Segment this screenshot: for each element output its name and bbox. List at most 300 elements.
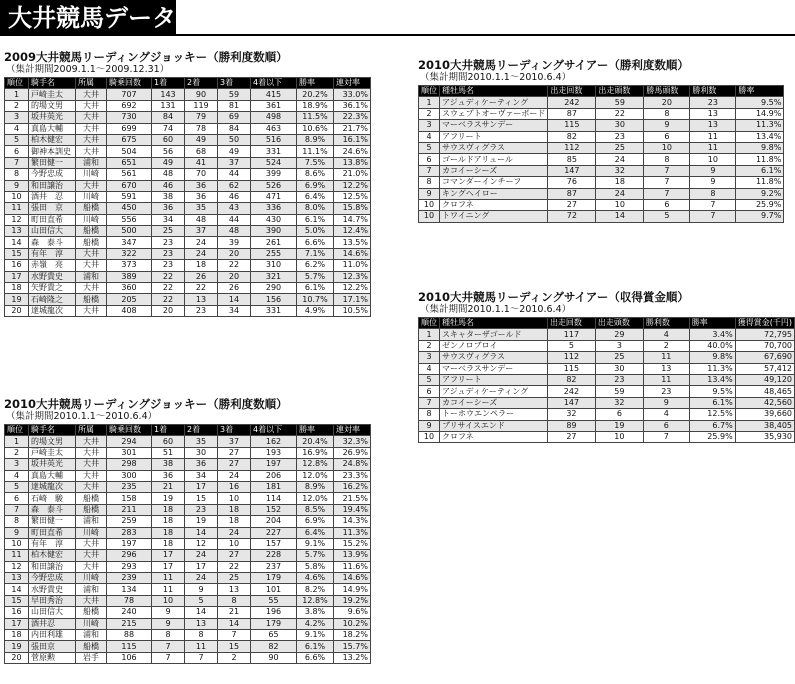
table-row [5,538,371,549]
jockey-2010-section [4,397,371,664]
table-cell: 8.6% [297,169,334,180]
table-cell: 繁田健一 [29,516,76,527]
table-row [419,199,784,210]
table-cell: 19 [152,493,185,504]
table-cell: 6 [419,154,440,165]
column-header: 2着 [185,78,218,89]
table-cell: 船橋 [76,607,107,618]
table-cell: 408 [107,305,152,316]
table-cell: 13.9% [334,550,371,561]
table-row [5,89,371,100]
table-cell: カコイーシーズ [440,397,548,408]
table-cell: 331 [251,146,297,157]
table-cell: 5.7% [297,271,334,282]
table-cell: 561 [107,169,152,180]
table-cell: 大井 [76,538,107,549]
table-cell: 331 [251,305,297,316]
table-cell: 4 [419,363,440,374]
table-cell: 7 [152,652,185,663]
table-cell: 147 [548,165,596,176]
table-cell: 206 [251,470,297,481]
table-cell: 44 [218,214,251,225]
table-cell: 坂井英光 [29,459,76,470]
table-cell: 179 [251,573,297,584]
table-cell: 22 [218,260,251,271]
column-header: 騎手名 [29,425,76,436]
table-cell: 18 [185,260,218,271]
table-cell: 360 [107,283,152,294]
table-row [5,481,371,492]
table-row [5,191,371,202]
column-header: 連対率 [334,78,371,89]
table-cell: 9 [644,120,690,131]
table-row [419,131,784,142]
table-cell: 19 [5,641,29,652]
table-cell: 22 [596,108,644,119]
table-cell: 17 [5,618,29,629]
table-row [419,340,795,351]
table-cell: 17 [185,481,218,492]
table-cell: 11 [152,573,185,584]
table-cell: 13.4% [689,374,735,385]
table-cell: 283 [107,527,152,538]
table-cell: 36 [152,470,185,481]
table-cell: 18.9% [297,100,334,111]
table-row [5,447,371,458]
table-cell: コマンダーインチーフ [440,177,548,188]
table-cell: 6.6% [297,652,334,663]
table-cell: 船橋 [76,294,107,305]
table-row [5,260,371,271]
column-header: 1着 [152,78,185,89]
table-cell: 37 [185,226,218,237]
table-cell: 8 [5,169,29,180]
table-cell: ブリサイスエンド [440,420,548,431]
table-cell: 504 [107,146,152,157]
table-cell: 13 [690,108,736,119]
table-cell: 692 [107,100,152,111]
table-cell: 10 [419,211,440,222]
table-row [5,271,371,282]
table-cell: 21 [218,607,251,618]
column-header: 勝馬頭数 [644,86,690,97]
table-cell: キングヘイロー [440,188,548,199]
table-cell: 川崎 [76,527,107,538]
table-cell: 11.3% [689,363,735,374]
table-cell: 463 [251,123,297,134]
table-cell: 13.5% [334,237,371,248]
table-cell: 4 [5,470,29,481]
page-title: 大井競馬データ [8,4,176,32]
table-row [5,180,371,191]
table-cell: 296 [107,550,152,561]
table-cell: 9 [690,177,736,188]
table-cell: 399 [251,169,297,180]
table-cell: 7.5% [297,157,334,168]
table-cell: 菅原勲 [29,652,76,663]
table-cell: 浦和 [76,630,107,641]
table-cell: 16.2% [334,481,371,492]
table-row [419,188,784,199]
table-cell: 11 [643,374,689,385]
table-cell: 13.2% [334,652,371,663]
table-cell: 6 [5,493,29,504]
table-cell: アジュディケーティング [440,386,548,397]
table-cell: 196 [251,607,297,618]
table-row [419,211,784,222]
table-cell: 22.3% [334,112,371,123]
column-header: 勝率 [736,86,784,97]
table-cell: 35 [185,203,218,214]
table-row [5,283,371,294]
table-cell: 10.5% [334,305,371,316]
table-cell: 25 [218,573,251,584]
table-cell: 56 [152,146,185,157]
column-header: 出走回数 [547,318,595,329]
table-cell: 30 [595,363,643,374]
table-cell: 17 [5,271,29,282]
table-cell: 23 [643,386,689,397]
table-cell: 10 [5,191,29,202]
table-cell: 8.9% [297,481,334,492]
table-cell: 17 [152,550,185,561]
table-cell: 10 [218,538,251,549]
table-cell: 13 [218,584,251,595]
table-cell: 115 [547,363,595,374]
table-cell: 大井 [76,459,107,470]
table-cell: 19.4% [334,504,371,515]
table-cell: 17.1% [334,294,371,305]
table-cell: 89 [547,420,595,431]
table-row [5,561,371,572]
table-row [5,169,371,180]
table-cell: 25.9% [736,199,784,210]
table-row [5,493,371,504]
table-row [5,641,371,652]
table-cell: 13 [185,618,218,629]
table-cell: 11.3% [334,527,371,538]
table-cell: 524 [251,157,297,168]
table-cell: 112 [548,142,596,153]
table-cell: 430 [251,214,297,225]
table-cell: 大井 [76,447,107,458]
table-cell: 14 [185,607,218,618]
table-cell: 水野貴史 [29,584,76,595]
table-cell: 82 [251,641,297,652]
column-header: 所属 [76,78,107,89]
section-title: 2009大井競馬リーディングジョッキー（勝利度数順） [4,50,288,64]
table-cell: 7 [644,177,690,188]
table-row [419,120,784,131]
table-cell: 1 [419,97,440,108]
table-cell: 38 [152,459,185,470]
table-cell: アジュディケーティング [440,97,548,108]
table-cell: 石崎 駿 [29,493,76,504]
table-cell: 152 [251,504,297,515]
table-cell: 37 [218,436,251,447]
sire-wins-section [418,58,784,223]
table-cell: 6.4% [297,191,334,202]
section-title: 2010大井競馬リーディングサイアー（勝利度数順） [418,58,689,72]
table-cell: 12.4% [334,226,371,237]
table-cell: 7 [644,188,690,199]
table-cell: 37 [218,157,251,168]
table-cell: 船橋 [76,493,107,504]
table-cell: 9.7% [736,211,784,222]
table-cell: 48,465 [735,386,794,397]
table-row [5,516,371,527]
jockey-2009-section [4,50,371,317]
table-cell: 85 [548,154,596,165]
column-header: 3着 [218,78,251,89]
table-cell: 9 [152,607,185,618]
table-cell: トーホウエンペラー [440,409,548,420]
table-cell: 酒井 忍 [29,191,76,202]
table-cell: 坂井英光 [29,112,76,123]
table-cell: 船橋 [76,504,107,515]
table-cell: 5 [547,340,595,351]
table-cell: 9.6% [334,607,371,618]
table-cell: 24 [218,470,251,481]
column-header: 勝率 [297,425,334,436]
table-cell: 235 [107,481,152,492]
table-row [419,142,784,153]
table-cell: 張田 京 [29,203,76,214]
table-cell: 6.1% [297,283,334,294]
table-cell: 82 [548,131,596,142]
table-cell: 7 [644,165,690,176]
table-cell: ゴールドアリュール [440,154,548,165]
table-cell: 290 [251,283,297,294]
column-header: 騎手名 [29,78,76,89]
table-cell: 651 [107,157,152,168]
table-cell: 49,120 [735,374,794,385]
table-cell: 的場文男 [29,100,76,111]
table-cell: 7 [5,157,29,168]
table-cell: 22 [152,283,185,294]
table-cell: 117 [547,329,595,340]
table-cell: 張田京 [29,641,76,652]
table-cell: 大井 [76,248,107,259]
table-cell: 大井 [76,100,107,111]
table-cell: 415 [251,89,297,100]
table-cell: 72,795 [735,329,794,340]
table-cell: 町田直希 [29,214,76,225]
table-cell: 27 [218,447,251,458]
table-cell: 浦和 [76,157,107,168]
table-cell: 6.9% [297,516,334,527]
table-cell: 20.4% [297,436,334,447]
table-cell: 24 [218,527,251,538]
table-cell: 14.3% [334,516,371,527]
table-cell: 11.5% [297,112,334,123]
table-cell: 69 [218,112,251,123]
table-cell: アフリート [440,374,548,385]
table-cell: 13 [5,226,29,237]
table-cell: 7 [5,504,29,515]
table-cell: 3 [419,120,440,131]
table-cell: 65 [251,630,297,641]
table-cell: 10.2% [334,618,371,629]
sire-money-section [418,290,795,443]
table-cell: 16.9% [297,447,334,458]
table-cell: 51 [152,447,185,458]
table-cell: 293 [107,561,152,572]
table-cell: 7 [643,431,689,442]
column-header: 種牡馬名 [440,318,548,329]
table-cell: 32.3% [334,436,371,447]
table-cell: 川崎 [76,214,107,225]
table-cell: 9 [643,397,689,408]
table-cell: 10 [218,493,251,504]
table-cell: 15 [218,641,251,652]
table-cell: 大井 [76,146,107,157]
table-cell: 556 [107,214,152,225]
table-cell: 301 [107,447,152,458]
table-cell: 215 [107,618,152,629]
table-cell: 12.2% [334,180,371,191]
table-cell: マーベラスサンデー [440,363,548,374]
table-cell: 39,660 [735,409,794,420]
table-cell: 10 [595,431,643,442]
table-row [5,527,371,538]
table-cell: 114 [251,493,297,504]
table-cell: 112 [547,352,595,363]
table-cell: 25 [595,352,643,363]
table-cell: 3 [5,112,29,123]
table-cell: 戸崎圭太 [29,447,76,458]
table-cell: 12 [185,538,218,549]
table-cell: 大井 [76,595,107,606]
sire-money-table [418,317,795,443]
table-cell: 46 [152,180,185,191]
table-cell: 261 [251,237,297,248]
table-cell: 591 [107,191,152,202]
table-cell: 戸崎圭太 [29,89,76,100]
table-cell: 町田直希 [29,527,76,538]
table-row [5,504,371,515]
table-cell: 255 [251,248,297,259]
table-cell: 18 [152,516,185,527]
table-cell: 516 [251,134,297,145]
table-cell: 27 [218,550,251,561]
table-cell: 21.0% [334,169,371,180]
table-cell: 10.7% [297,294,334,305]
table-cell: 6 [644,131,690,142]
table-cell: 22 [152,271,185,282]
table-cell: 310 [251,260,297,271]
table-cell: 10 [419,431,440,442]
table-cell: 16 [218,481,251,492]
table-cell: 11.1% [297,146,334,157]
column-header: 順位 [419,86,440,97]
table-row [5,436,371,447]
table-cell: 9.8% [736,142,784,153]
table-cell: 242 [548,97,596,108]
table-cell: 72 [548,211,596,222]
table-cell: 143 [152,89,185,100]
table-cell: 5.8% [297,561,334,572]
table-cell: 10.6% [297,123,334,134]
table-cell: 9 [5,180,29,191]
table-cell: 8 [644,154,690,165]
table-cell: 8.5% [297,504,334,515]
table-cell: 4.2% [297,618,334,629]
table-cell: 7 [218,630,251,641]
section-title: 2010大井競馬リーディングジョッキー（勝利度数順） [4,397,288,411]
table-cell: 101 [251,584,297,595]
table-row [419,154,784,165]
table-cell: 193 [251,447,297,458]
table-cell: 6 [644,199,690,210]
table-cell: 24 [596,154,644,165]
table-cell: 300 [107,470,152,481]
table-cell: 大井 [76,481,107,492]
table-cell: 106 [107,652,152,663]
table-cell: 12.5% [334,191,371,202]
table-cell: 115 [548,120,596,131]
table-cell: 19 [595,420,643,431]
table-row [5,203,371,214]
table-cell: 32 [596,165,644,176]
table-row [5,652,371,663]
table-cell: 32 [547,409,595,420]
table-cell: 18 [5,283,29,294]
table-row [419,420,795,431]
table-cell: 9 [5,527,29,538]
table-cell: 27 [547,431,595,442]
table-cell: 6.9% [297,180,334,191]
table-cell: 5 [419,374,440,385]
table-cell: 14 [185,527,218,538]
column-header: 種牡馬名 [440,86,548,97]
table-cell: 41 [185,157,218,168]
table-cell: 88 [107,630,152,641]
column-header: 騎乗回数 [107,425,152,436]
table-cell: 23.3% [334,470,371,481]
table-cell: 川崎 [76,169,107,180]
table-cell: サウスヴィグラス [440,352,548,363]
table-cell: 14.9% [736,108,784,119]
table-cell: 38,405 [735,420,794,431]
table-cell: 43 [218,203,251,214]
table-cell: 70,700 [735,340,794,351]
table-cell: 20 [5,305,29,316]
table-cell: 大井 [76,112,107,123]
table-cell: 大井 [76,123,107,134]
table-cell: 24 [185,573,218,584]
column-header: 順位 [5,78,29,89]
table-header-row [5,78,371,89]
table-cell: 181 [251,481,297,492]
table-cell: 40.0% [689,340,735,351]
table-cell: 11.3% [736,120,784,131]
table-cell: 9.1% [297,630,334,641]
table-cell: 50 [218,134,251,145]
table-cell: 321 [251,271,297,282]
table-row [419,374,795,385]
table-cell: 26 [185,271,218,282]
table-cell: 9 [185,584,218,595]
table-row [419,108,784,119]
table-cell: 大井 [76,470,107,481]
table-cell: 5 [5,481,29,492]
table-cell: 35 [185,436,218,447]
table-row [419,329,795,340]
table-cell: 227 [251,527,297,538]
table-cell: 20 [152,305,185,316]
column-header: 出走頭数 [595,318,643,329]
